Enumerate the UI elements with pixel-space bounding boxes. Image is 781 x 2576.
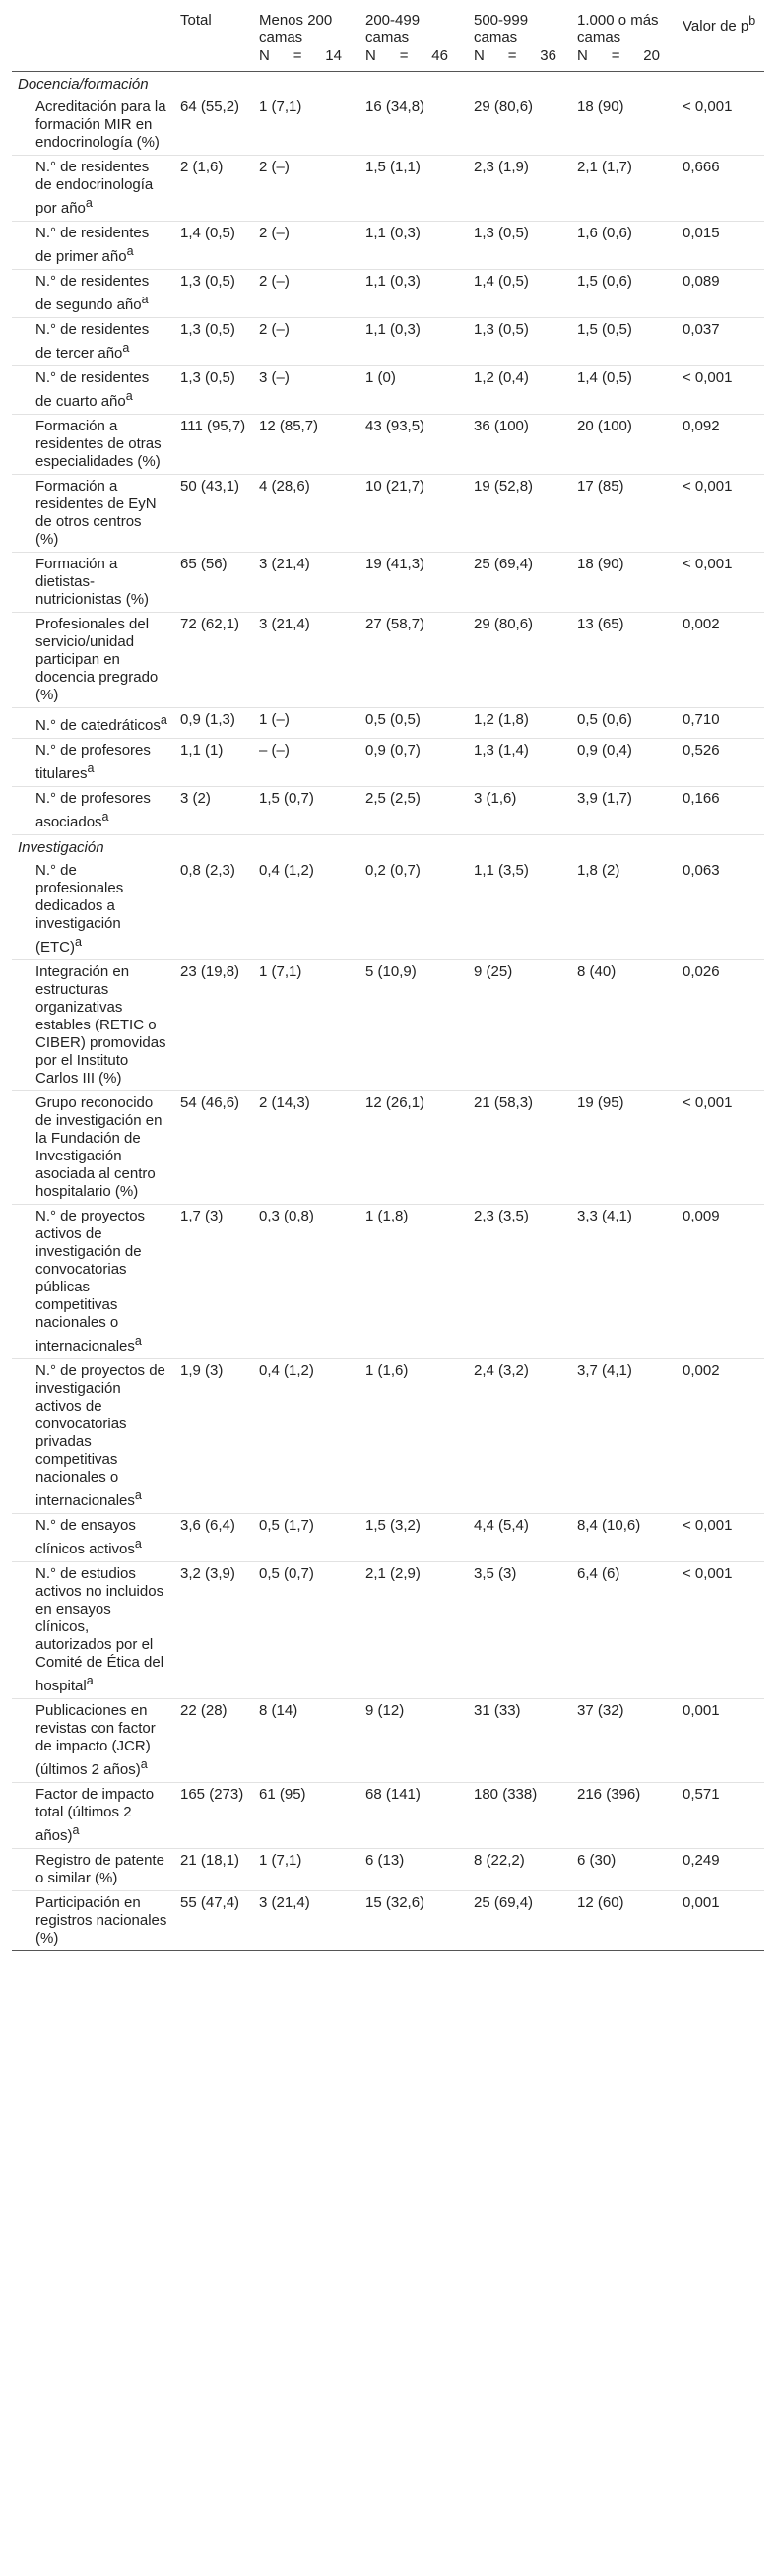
cell-p: < 0,001 xyxy=(683,369,733,386)
cell-p: 0,666 xyxy=(683,159,720,175)
cell-total: 0,9 (1,3) xyxy=(180,711,235,728)
cell-g1: 1 (7,1) xyxy=(259,1852,302,1869)
cell-g4: 18 (90) xyxy=(577,99,624,115)
row-label: Formación a dietistas-nutricionistas (%) xyxy=(35,556,150,608)
cell-g4: 2,1 (1,7) xyxy=(577,159,632,175)
table-row xyxy=(12,366,764,415)
cell-p: 0,001 xyxy=(683,1894,720,1911)
cell-g1: 8 (14) xyxy=(259,1702,298,1719)
cell-total: 1,9 (3) xyxy=(180,1362,224,1379)
cell-total: 64 (55,2) xyxy=(180,99,240,115)
cell-g1: 0,5 (0,7) xyxy=(259,1565,314,1582)
footnote-marker: a xyxy=(160,713,167,727)
cell-total: 2 (1,6) xyxy=(180,159,224,175)
header-label xyxy=(12,8,174,72)
header-total: Total xyxy=(180,12,212,29)
cell-total: 111 (95,7) xyxy=(180,418,246,434)
cell-g1: 0,4 (1,2) xyxy=(259,1362,314,1379)
cell-g1: 0,5 (1,7) xyxy=(259,1517,314,1534)
cell-total: 55 (47,4) xyxy=(180,1894,240,1911)
cell-p: 0,710 xyxy=(683,711,720,728)
table-row xyxy=(12,222,764,270)
row-label: Registro de patente o similar (%) xyxy=(35,1852,164,1886)
cell-g2: 68 (141) xyxy=(365,1786,421,1803)
section-title: Docencia/formación xyxy=(18,76,149,93)
cell-total: 1,3 (0,5) xyxy=(180,369,235,386)
cell-g3: 2,4 (3,2) xyxy=(474,1362,529,1379)
cell-total: 3 (2) xyxy=(180,790,211,807)
cell-total: 65 (56) xyxy=(180,556,228,572)
cell-g4: 13 (65) xyxy=(577,616,624,632)
row-label: N.° de residentes de tercer año$^a$ xyxy=(35,321,150,362)
cell-g3: 31 (33) xyxy=(474,1702,521,1719)
cell-g3: 29 (80,6) xyxy=(474,99,534,115)
cell-g1: 3 (–) xyxy=(259,369,290,386)
cell-g4: 0,9 (0,4) xyxy=(577,742,632,759)
footnote-marker: a xyxy=(134,1488,142,1502)
cell-g1: 3 (21,4) xyxy=(259,616,310,632)
cell-g2: 10 (21,7) xyxy=(365,478,425,495)
cell-g3: 8 (22,2) xyxy=(474,1852,525,1869)
header-group-3 xyxy=(468,8,571,72)
row-label: N.° de residentes de primer año$^a$ xyxy=(35,225,150,265)
table-row xyxy=(12,415,764,475)
cell-p: 0,063 xyxy=(683,862,720,879)
cell-g4: 1,4 (0,5) xyxy=(577,369,632,386)
footnote-marker: a xyxy=(140,1757,148,1771)
row-label: Profesionales del servicio/unidad participan en docencia pregrado (%) xyxy=(35,616,159,703)
cell-total: 165 (273) xyxy=(180,1786,244,1803)
cell-g4: 6 (30) xyxy=(577,1852,617,1869)
group-name: 500-999 camas xyxy=(474,12,529,46)
cell-g3: 19 (52,8) xyxy=(474,478,534,495)
cell-g2: 1,5 (1,1) xyxy=(365,159,421,175)
header-row xyxy=(12,8,764,72)
table-row xyxy=(12,1359,764,1514)
cell-g4: 18 (90) xyxy=(577,556,624,572)
group-name: Menos 200 camas xyxy=(259,12,333,46)
header-pvalue: Valor de $p^b$ xyxy=(683,14,756,34)
cell-total: 1,7 (3) xyxy=(180,1208,224,1224)
cell-g4: 8 (40) xyxy=(577,963,617,980)
cell-g3: 1,2 (1,8) xyxy=(474,711,529,728)
cell-total: 50 (43,1) xyxy=(180,478,240,495)
row-label: N.° de profesores asociados$^a$ xyxy=(35,790,151,830)
cell-g3: 1,3 (1,4) xyxy=(474,742,529,759)
table-row xyxy=(12,96,764,156)
cell-g3: 1,1 (3,5) xyxy=(474,862,529,879)
cell-g2: 1,1 (0,3) xyxy=(365,273,421,290)
cell-g1: 4 (28,6) xyxy=(259,478,310,495)
cell-g3: 180 (338) xyxy=(474,1786,538,1803)
table-row xyxy=(12,708,764,739)
cell-g3: 1,4 (0,5) xyxy=(474,273,529,290)
cell-g1: 1 (7,1) xyxy=(259,99,302,115)
table-row xyxy=(12,1514,764,1562)
table-row xyxy=(12,1783,764,1849)
cell-p: < 0,001 xyxy=(683,1517,733,1534)
table-row xyxy=(12,270,764,318)
cell-p: 0,249 xyxy=(683,1852,720,1869)
cell-p: 0,089 xyxy=(683,273,720,290)
table-row xyxy=(12,1091,764,1205)
cell-g1: 3 (21,4) xyxy=(259,556,310,572)
table-row xyxy=(12,318,764,366)
cell-g2: 5 (10,9) xyxy=(365,963,417,980)
cell-total: 1,1 (1) xyxy=(180,742,224,759)
cell-g3: 29 (80,6) xyxy=(474,616,534,632)
table-row xyxy=(12,613,764,708)
cell-p: < 0,001 xyxy=(683,556,733,572)
cell-g1: 2 (–) xyxy=(259,225,290,241)
row-label: N.° de profesores titulares$^a$ xyxy=(35,742,151,782)
cell-g4: 1,5 (0,5) xyxy=(577,321,632,338)
cell-total: 22 (28) xyxy=(180,1702,228,1719)
cell-p: < 0,001 xyxy=(683,478,733,495)
cell-total: 0,8 (2,3) xyxy=(180,862,235,879)
row-label: N.° de profesionales dedicados a investigación (ETC)$^a$ xyxy=(35,862,124,956)
cell-g1: 2 (–) xyxy=(259,159,290,175)
footnote-marker: a xyxy=(122,341,130,355)
cell-p: 0,009 xyxy=(683,1208,720,1224)
section-row xyxy=(12,72,764,97)
cell-g1: – (–) xyxy=(259,742,290,759)
cell-g1: 1 (–) xyxy=(259,711,290,728)
cell-g1: 1 (7,1) xyxy=(259,963,302,980)
cell-g1: 2 (–) xyxy=(259,273,290,290)
row-label: Publicaciones en revistas con factor de impacto (JCR) (últimos 2 años)$^a$ xyxy=(35,1702,156,1778)
row-label: N.° de residentes de cuarto año$^a$ xyxy=(35,369,150,410)
cell-g2: 9 (12) xyxy=(365,1702,405,1719)
table-row xyxy=(12,1891,764,1951)
cell-g2: 19 (41,3) xyxy=(365,556,425,572)
cell-g2: 1 (0) xyxy=(365,369,396,386)
cell-total: 54 (46,6) xyxy=(180,1094,240,1111)
table-row xyxy=(12,475,764,553)
cell-g3: 21 (58,3) xyxy=(474,1094,534,1111)
row-label: Participación en registros nacionales (%) xyxy=(35,1894,167,1947)
cell-g3: 1,2 (0,4) xyxy=(474,369,529,386)
group-n: N = 20 xyxy=(577,47,660,64)
cell-g1: 3 (21,4) xyxy=(259,1894,310,1911)
cell-total: 3,6 (6,4) xyxy=(180,1517,235,1534)
footnote-marker: a xyxy=(126,244,134,258)
section-title: Investigación xyxy=(18,839,104,856)
table-row xyxy=(12,156,764,222)
group-n: N = 14 xyxy=(259,47,342,64)
cell-g3: 2,3 (3,5) xyxy=(474,1208,529,1224)
cell-g2: 27 (58,7) xyxy=(365,616,425,632)
cell-g1: 61 (95) xyxy=(259,1786,306,1803)
footnote-marker: a xyxy=(101,810,109,824)
table-row xyxy=(12,1562,764,1699)
table-row xyxy=(12,739,764,787)
cell-g2: 1 (1,8) xyxy=(365,1208,409,1224)
cell-g4: 1,8 (2) xyxy=(577,862,620,879)
results-table xyxy=(12,8,764,1951)
cell-g3: 3 (1,6) xyxy=(474,790,517,807)
cell-g3: 1,3 (0,5) xyxy=(474,321,529,338)
cell-p: 0,166 xyxy=(683,790,720,807)
cell-g4: 3,3 (4,1) xyxy=(577,1208,632,1224)
cell-g1: 2 (14,3) xyxy=(259,1094,310,1111)
row-label: Formación a residentes de otras especialidades (%) xyxy=(35,418,162,470)
table-row xyxy=(12,1205,764,1359)
cell-g4: 1,6 (0,6) xyxy=(577,225,632,241)
cell-g4: 12 (60) xyxy=(577,1894,624,1911)
cell-g3: 2,3 (1,9) xyxy=(474,159,529,175)
cell-p: 0,571 xyxy=(683,1786,720,1803)
cell-g4: 3,7 (4,1) xyxy=(577,1362,632,1379)
cell-g1: 0,3 (0,8) xyxy=(259,1208,314,1224)
cell-g1: 12 (85,7) xyxy=(259,418,319,434)
cell-total: 1,3 (0,5) xyxy=(180,273,235,290)
table-body xyxy=(12,72,764,1951)
row-label: N.° de estudios activos no incluidos en ensayos clínicos, autorizados por el Comité de Ética del hospital$^a$ xyxy=(35,1565,164,1694)
cell-g3: 25 (69,4) xyxy=(474,1894,534,1911)
row-label: Grupo reconocido de investigación en la Fundación de Investigación asociada al centro hospitalario (%) xyxy=(35,1094,163,1200)
cell-g2: 43 (93,5) xyxy=(365,418,425,434)
cell-g2: 0,2 (0,7) xyxy=(365,862,421,879)
row-label: N.° de proyectos de investigación activos de convocatorias privadas competitivas nacionales o internacionales$^a$ xyxy=(35,1362,165,1509)
footnote-marker: a xyxy=(134,1537,142,1551)
cell-g4: 0,5 (0,6) xyxy=(577,711,632,728)
cell-g4: 216 (396) xyxy=(577,1786,641,1803)
cell-g2: 15 (32,6) xyxy=(365,1894,425,1911)
header-group-2 xyxy=(359,8,468,72)
cell-total: 72 (62,1) xyxy=(180,616,240,632)
table-row xyxy=(12,859,764,960)
cell-g4: 19 (95) xyxy=(577,1094,624,1111)
table-row xyxy=(12,960,764,1091)
group-name: 200-499 camas xyxy=(365,12,421,46)
cell-g1: 0,4 (1,2) xyxy=(259,862,314,879)
footnote-marker: a xyxy=(86,1674,94,1687)
row-label: N.° de ensayos clínicos activos$^a$ xyxy=(35,1517,142,1557)
row-label: Formación a residentes de EyN de otros centros (%) xyxy=(35,478,157,548)
row-label: N.° de catedráticos$^a$ xyxy=(35,713,167,734)
cell-total: 3,2 (3,9) xyxy=(180,1565,235,1582)
cell-g4: 37 (32) xyxy=(577,1702,624,1719)
cell-g2: 12 (26,1) xyxy=(365,1094,425,1111)
group-name: 1.000 o más camas xyxy=(577,12,659,46)
table-row xyxy=(12,1849,764,1891)
row-label: Integración en estructuras organizativas estables (RETIC o CIBER) promovidas por el Instituto Carlos III (%) xyxy=(35,963,166,1087)
table-row xyxy=(12,787,764,835)
cell-g2: 16 (34,8) xyxy=(365,99,425,115)
header-group-4 xyxy=(571,8,677,72)
cell-g2: 0,5 (0,5) xyxy=(365,711,421,728)
cell-g4: 1,5 (0,6) xyxy=(577,273,632,290)
cell-total: 23 (19,8) xyxy=(180,963,240,980)
section-row xyxy=(12,835,764,860)
footnote-marker: a xyxy=(134,1334,142,1348)
header-group-1 xyxy=(253,8,359,72)
cell-g3: 1,3 (0,5) xyxy=(474,225,529,241)
cell-g3: 4,4 (5,4) xyxy=(474,1517,529,1534)
cell-g4: 8,4 (10,6) xyxy=(577,1517,641,1534)
row-label: N.° de proyectos activos de investigación de convocatorias públicas competitivas nacionales o internacionales$^a$ xyxy=(35,1208,146,1354)
cell-g2: 2,1 (2,9) xyxy=(365,1565,421,1582)
cell-p: 0,015 xyxy=(683,225,720,241)
table-row xyxy=(12,1699,764,1783)
footnote-marker: a xyxy=(75,935,82,949)
cell-total: 1,4 (0,5) xyxy=(180,225,235,241)
cell-g2: 1,1 (0,3) xyxy=(365,321,421,338)
cell-p: 0,026 xyxy=(683,963,720,980)
cell-g2: 0,9 (0,7) xyxy=(365,742,421,759)
cell-total: 1,3 (0,5) xyxy=(180,321,235,338)
cell-g3: 3,5 (3) xyxy=(474,1565,517,1582)
cell-p: 0,002 xyxy=(683,1362,720,1379)
footnote-marker: a xyxy=(72,1823,80,1837)
cell-g3: 36 (100) xyxy=(474,418,529,434)
cell-g3: 9 (25) xyxy=(474,963,513,980)
cell-g1: 1,5 (0,7) xyxy=(259,790,314,807)
row-label: Factor de impacto total (últimos 2 años)$^a$ xyxy=(35,1786,155,1844)
row-label: N.° de residentes de segundo año$^a$ xyxy=(35,273,150,313)
table-row xyxy=(12,553,764,613)
cell-g2: 2,5 (2,5) xyxy=(365,790,421,807)
cell-g2: 1 (1,6) xyxy=(365,1362,409,1379)
cell-p: 0,037 xyxy=(683,321,720,338)
cell-g4: 20 (100) xyxy=(577,418,632,434)
cell-g2: 6 (13) xyxy=(365,1852,405,1869)
cell-g1: 2 (–) xyxy=(259,321,290,338)
cell-g4: 3,9 (1,7) xyxy=(577,790,632,807)
cell-p: 0,002 xyxy=(683,616,720,632)
row-label: N.° de residentes de endocrinología por año$^a$ xyxy=(35,159,154,217)
footnote-marker: a xyxy=(87,761,95,775)
cell-g3: 25 (69,4) xyxy=(474,556,534,572)
cell-g2: 1,1 (0,3) xyxy=(365,225,421,241)
cell-p: 0,526 xyxy=(683,742,720,759)
cell-total: 21 (18,1) xyxy=(180,1852,240,1869)
footnote-marker: a xyxy=(85,196,93,210)
cell-g4: 17 (85) xyxy=(577,478,624,495)
cell-p: < 0,001 xyxy=(683,1094,733,1111)
group-n: N = 46 xyxy=(365,47,448,64)
cell-g4: 6,4 (6) xyxy=(577,1565,620,1582)
cell-p: < 0,001 xyxy=(683,99,733,115)
group-n: N = 36 xyxy=(474,47,556,64)
cell-p: 0,001 xyxy=(683,1702,720,1719)
row-label: Acreditación para la formación MIR en endocrinología (%) xyxy=(35,99,166,151)
cell-p: 0,092 xyxy=(683,418,720,434)
cell-p: < 0,001 xyxy=(683,1565,733,1582)
footnote-marker: a xyxy=(125,389,133,403)
footnote-marker: a xyxy=(141,293,149,306)
cell-g2: 1,5 (3,2) xyxy=(365,1517,421,1534)
